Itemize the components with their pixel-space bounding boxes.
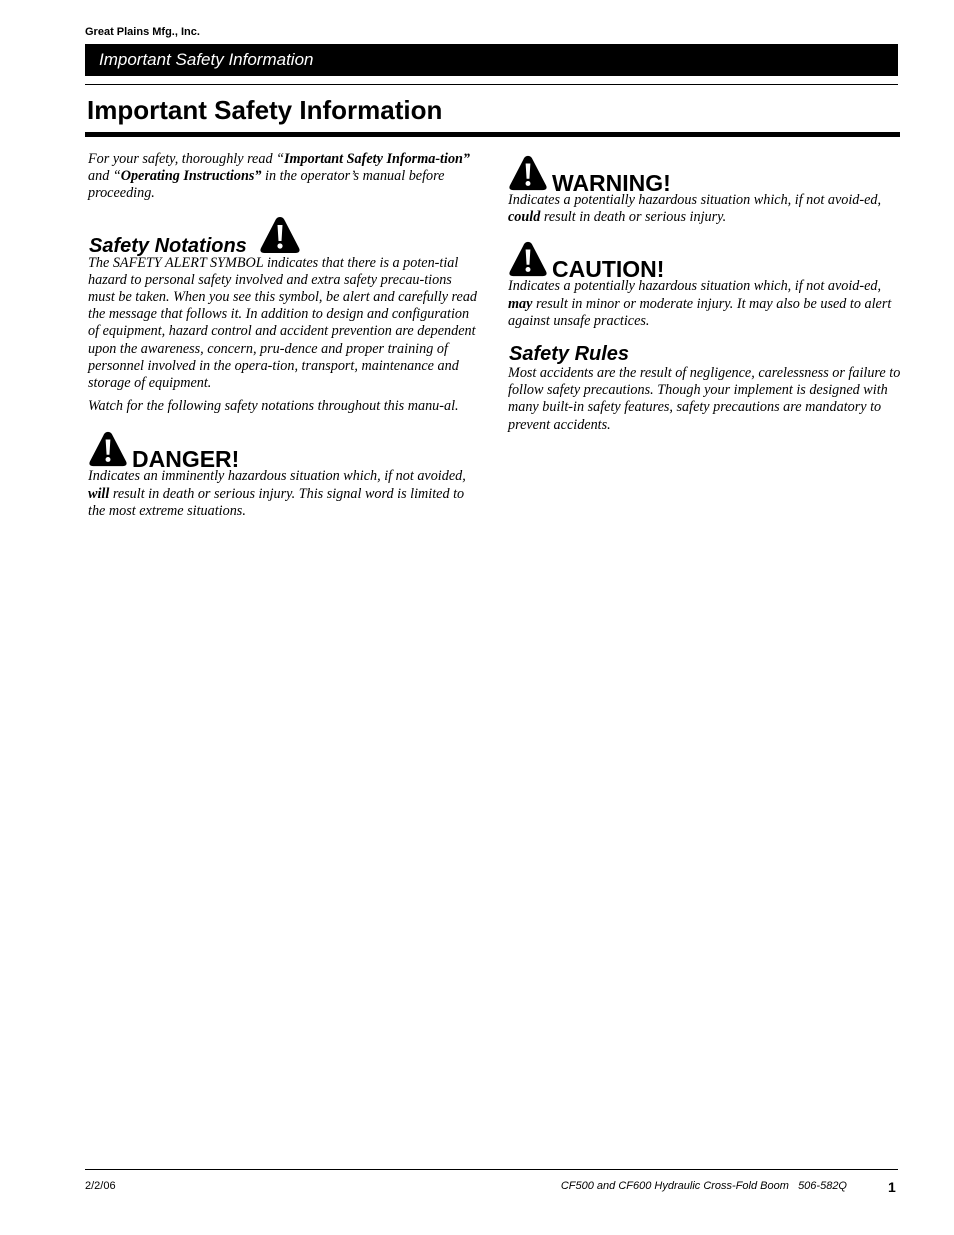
danger-heading-row xyxy=(88,430,481,473)
warning-signal-word: WARNING! xyxy=(552,170,671,196)
title-rule xyxy=(85,132,900,137)
intro-bold-1: Important Safety Informa-tion” xyxy=(283,151,471,167)
caution-bold: may xyxy=(508,295,533,312)
footer-rule xyxy=(85,1169,898,1170)
left-column xyxy=(88,151,481,520)
danger-alert-icon xyxy=(88,430,128,468)
page-number: 1 xyxy=(888,1179,896,1195)
warning-alert-icon xyxy=(508,154,548,192)
safety-notations-heading-row xyxy=(89,215,481,255)
caution-text-1: Indicates a potentially hazardous situation which, if not avoid-ed, xyxy=(508,278,882,295)
safety-notations-heading: Safety Notations xyxy=(89,234,247,257)
section-header-label: Important Safety Information xyxy=(99,50,314,69)
header-rule xyxy=(85,84,898,85)
safety-rules-paragraph: Most accidents are the result of negligence, carelessness or failure to follow safety precautions. Though your implement is designed with many built-in safety features, safety precautions are mandatory to prevent accidents. xyxy=(508,365,901,433)
right-column xyxy=(508,154,901,434)
intro-paragraph xyxy=(88,151,481,203)
footer-document-title: CF500 and CF600 Hydraulic Cross-Fold Boom 506-582Q xyxy=(560,1180,847,1192)
safety-rules-heading: Safety Rules xyxy=(509,343,630,366)
caution-heading-row xyxy=(508,240,901,283)
caution-description xyxy=(508,278,901,330)
caution-alert-icon xyxy=(508,240,548,278)
section-header-bar xyxy=(85,44,898,76)
danger-bold: will xyxy=(88,485,110,502)
warning-bold: could xyxy=(508,209,541,226)
safety-notations-paragraph-1: The SAFETY ALERT SYMBOL indicates that there is a poten-tial hazard to personal safety involved and extra safety precau-tions must be taken. When you see this symbol, be alert and carefully read the message that follows it. In addition to design and configuration of equipment, hazard control and accident prevention are dependent upon the awareness, concern, pru-dence and proper training of personnel involved in the opera-tion, transport, maintenance and storage of equipment. xyxy=(88,254,478,392)
danger-description xyxy=(88,468,481,520)
intro-text-3: in the operator’s manual before proceeding. xyxy=(88,168,445,202)
intro-text-1: For your safety, thoroughly read “ xyxy=(88,151,284,167)
safety-notations-paragraph-2: Watch for the following safety notations throughout this manu-al. xyxy=(88,398,459,415)
warning-heading-row xyxy=(508,154,901,196)
danger-text-1: Indicates an imminently hazardous situation which, if not avoided, xyxy=(88,468,466,485)
footer-date: 2/2/06 xyxy=(85,1180,116,1192)
intro-text-2: and “ xyxy=(88,168,121,185)
caution-text-2: result in minor or moderate injury. It may also be used to alert against unsafe practices. xyxy=(508,295,892,329)
safety-alert-icon xyxy=(259,215,301,255)
danger-signal-word: DANGER! xyxy=(132,446,240,473)
intro-bold-2: Operating Instructions” xyxy=(120,168,262,185)
warning-text-1: Indicates a potentially hazardous situation which, if not avoid-ed, xyxy=(508,192,882,208)
caution-signal-word: CAUTION! xyxy=(552,256,665,283)
page-title: Important Safety Information xyxy=(87,95,443,125)
danger-text-2: result in death or serious injury. This signal word is limited to the most extreme situations. xyxy=(88,485,465,519)
company-name: Great Plains Mfg., Inc. xyxy=(85,26,200,38)
warning-text-2: result in death or serious injury. xyxy=(540,209,727,226)
warning-description xyxy=(508,192,901,226)
